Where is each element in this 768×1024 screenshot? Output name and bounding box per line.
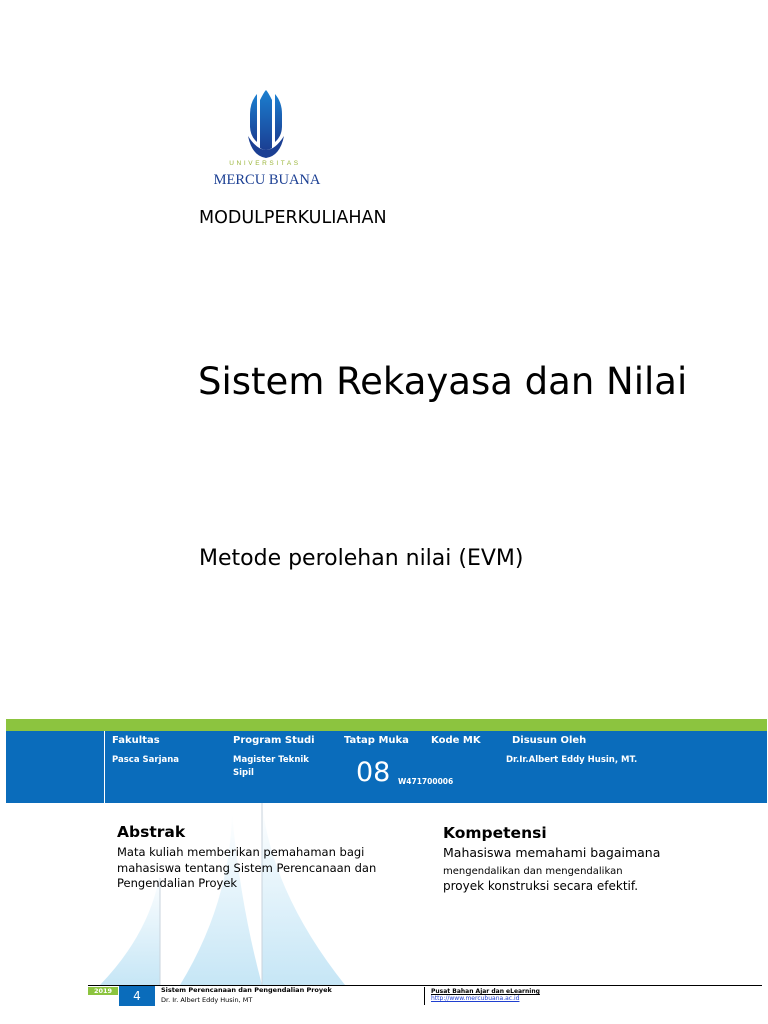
kompetensi-line-1: Mahasiswa memahami bagaimana (443, 845, 661, 860)
abstrak-line-2: mahasiswa tentang Sistem Perencanaan dan (117, 861, 377, 875)
footer-author: Dr. Ir. Albert Eddy Husin, MT (161, 996, 253, 1004)
document-subtitle: Metode perolehan nilai (EVM) (199, 546, 524, 571)
info-band-top-stripe (6, 719, 767, 731)
info-band (6, 731, 767, 803)
footer-website-link[interactable]: http://www.mercubuana.ac.id (431, 995, 520, 1002)
header-fakultas: Fakultas (112, 735, 160, 746)
module-label: MODULPERKULIAHAN (199, 208, 387, 228)
university-logo (200, 86, 338, 192)
kompetensi-heading: Kompetensi (443, 824, 547, 842)
header-disusun-oleh: Disusun Oleh (512, 735, 587, 746)
value-kode-mk: W471700006 (398, 777, 454, 786)
document-title: Sistem Rekayasa dan Nilai (198, 360, 688, 403)
header-program-studi: Program Studi (233, 735, 315, 746)
abstrak-line-3: Pengendalian Proyek (117, 876, 238, 890)
footer-course: Sistem Perencanaan dan Pengendalian Proyek (161, 986, 332, 994)
header-kode-mk: Kode MK (431, 735, 481, 746)
header-tatap-muka: Tatap Muka (344, 735, 409, 746)
logo-subtitle: UNIVERSITAS (229, 160, 301, 167)
footer-year: 2019 (88, 987, 118, 995)
mercu-buana-logo-icon (200, 86, 330, 160)
page-number: 4 (119, 986, 155, 1006)
decorative-background-shape (0, 803, 400, 988)
value-program-studi-line2: Sipil (233, 768, 254, 778)
value-disusun-oleh: Dr.Ir.Albert Eddy Husin, MT. (506, 755, 638, 765)
value-tatap-muka: 08 (356, 757, 391, 788)
abstrak-line-1: Mata kuliah memberikan pemahaman bagi (117, 845, 365, 859)
footer-center-name: Pusat Bahan Ajar dan eLearning (431, 988, 540, 995)
logo-name: MERCU BUANA (213, 172, 321, 188)
info-band-divider (104, 731, 105, 803)
value-program-studi-line1: Magister Teknik (233, 755, 309, 765)
abstrak-heading: Abstrak (117, 823, 186, 841)
kompetensi-line-2: mengendalikan dan mengendalikan (443, 866, 623, 877)
footer-separator (424, 987, 425, 1005)
kompetensi-line-3: proyek konstruksi secara efektif. (443, 879, 639, 893)
value-fakultas: Pasca Sarjana (112, 755, 180, 765)
